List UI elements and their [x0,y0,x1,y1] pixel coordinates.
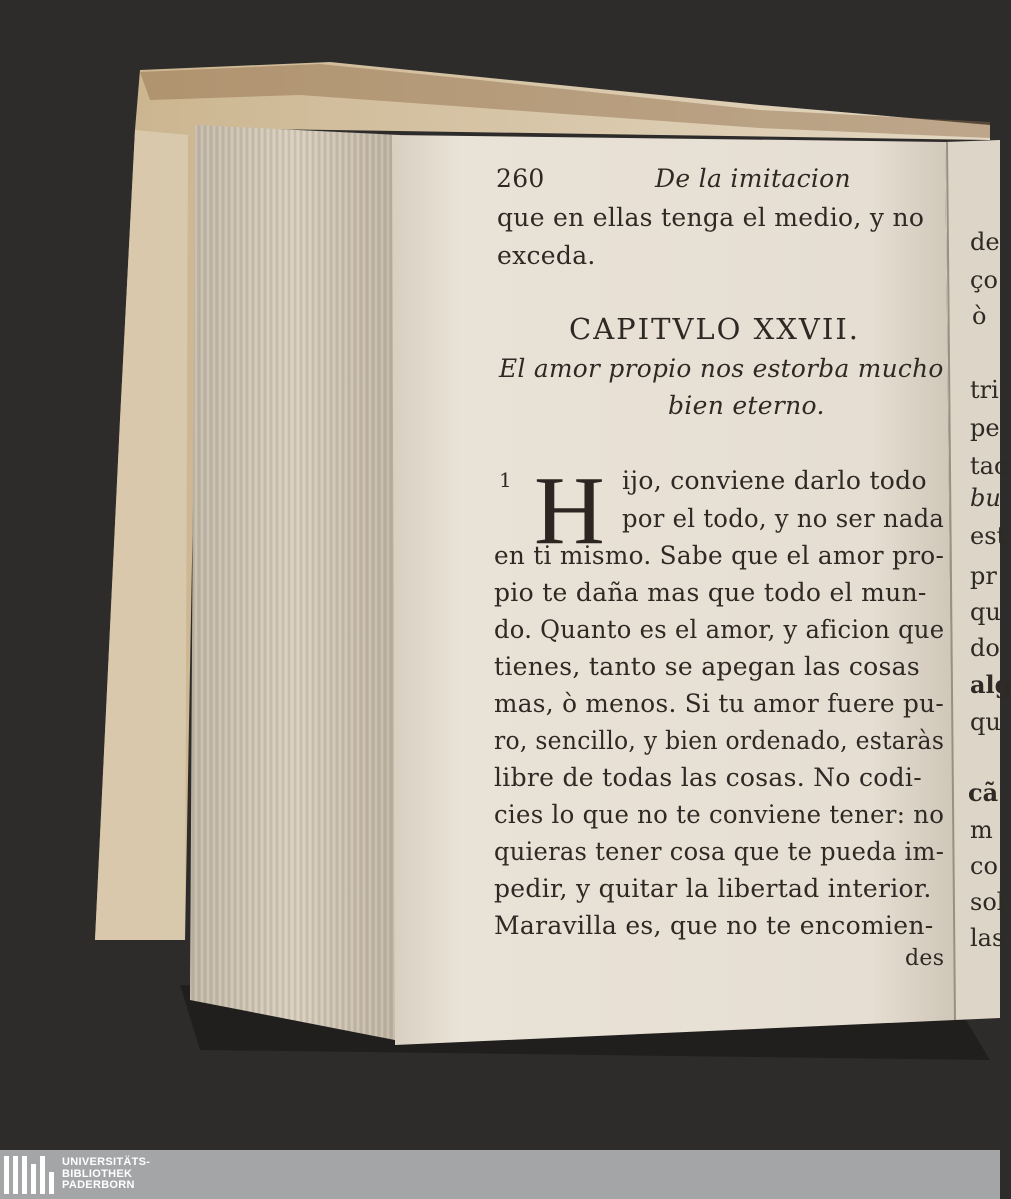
text-line: do. Quanto es el amor, y aficion que [494,615,945,644]
catchword: des [905,946,945,971]
text-line: que en ellas tenga el medio, y no [497,203,925,232]
library-logo-icon [4,1156,54,1194]
facing-text-fragment: ço [970,266,998,294]
facing-text-fragment: pr [970,562,997,590]
text-line: Maravilla es, que no te encomien- [494,911,934,940]
running-title: De la imitacion [655,164,851,193]
text-line: ro, sencillo, y bien ordenado, estaràs [494,726,945,755]
facing-text-fragment: do [970,634,1000,662]
chapter-title-line: bien eterno. [668,391,825,420]
facing-text-fragment: qu [970,708,1001,736]
text-line: tienes, tanto se apegan las cosas [494,652,920,681]
text-line: por el todo, y no ser nada [622,504,945,533]
facing-text-fragment: ò [972,302,987,330]
facing-text-fragment: bu [970,484,1001,512]
facing-text-fragment: alg [970,670,1011,699]
facing-text-fragment: las [970,924,1005,952]
facing-text-fragment: tac [970,452,1008,480]
logo-line: PADERBORN [62,1179,135,1192]
text-line: cies lo que no te conviene tener: no [494,800,945,829]
text-line: en ti mismo. Sabe que el amor pro- [494,541,945,570]
library-logo-text [62,1157,150,1192]
chapter-title-line: El amor propio nos estorba mucho [499,354,944,383]
text-line: pio te daña mas que todo el mun- [494,578,927,607]
chapter-heading: CAPITVLO XXVII. [569,312,860,346]
logo-line: BIBLIOTHEK [62,1167,133,1180]
facing-text-fragment: tri [970,376,999,404]
text-line: exceda. [497,241,596,270]
text-line: ijo, conviene darlo todo [622,466,927,495]
facing-text-fragment: pe [970,414,1000,442]
logo-line: UNIVERSITÄTS- [62,1156,151,1169]
verse-number: 1 [499,468,513,492]
text-line: mas, ò menos. Si tu amor fuere pu- [494,689,945,718]
facing-text-fragment: co [970,852,998,880]
text-line: quieras tener cosa que te pueda im- [494,837,945,866]
text-line: libre de todas las cosas. No codi- [494,763,922,792]
page-number: 260 [496,164,545,193]
facing-text-fragment: cã [968,778,999,807]
facing-text-fragment: sol [970,888,1005,916]
facing-text-fragment: de [970,228,1000,256]
library-footer-bar [0,1150,1000,1199]
facing-text-fragment: m [970,816,993,844]
drop-cap: H [534,457,605,565]
facing-text-fragment: est [970,522,1007,550]
facing-text-fragment: qu [970,598,1001,626]
text-line: pedir, y quitar la libertad interior. [494,874,932,903]
